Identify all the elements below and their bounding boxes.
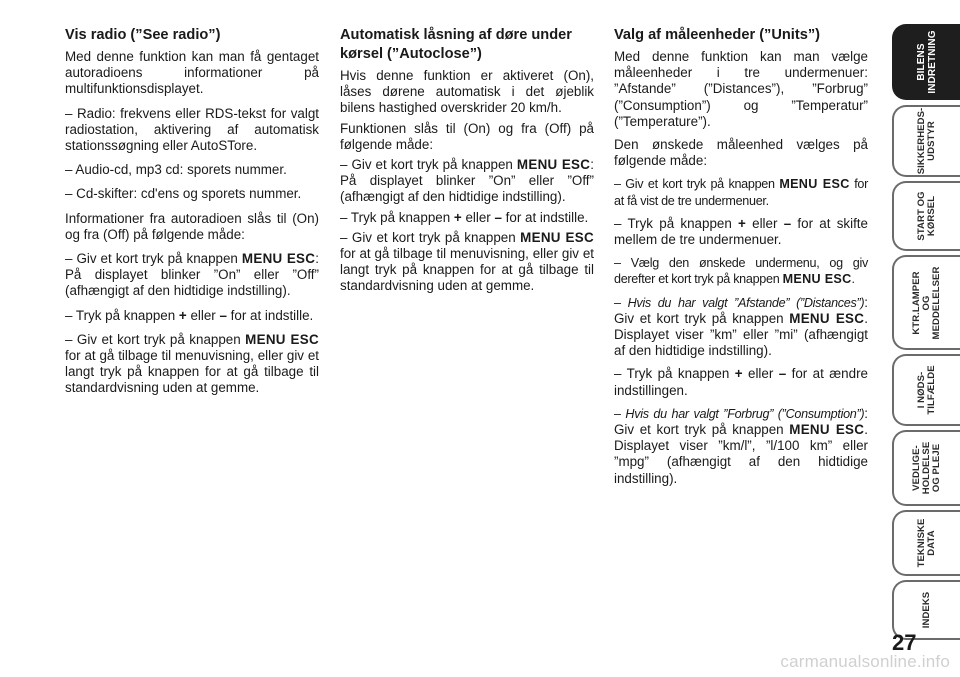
- column-autoclose: [340, 26, 594, 299]
- text: : På displayet blinker ”On” eller ”Off” (afhængigt af den hidtidige indstilling).: [65, 251, 319, 299]
- tab-vedligeholdelse[interactable]: [892, 430, 960, 506]
- text: for at indstille.: [226, 307, 314, 323]
- text: . Displayet viser ”km” eller ”mi” (afhængigt af den hidtidige indstilling).: [614, 310, 868, 359]
- paragraph: [340, 210, 594, 226]
- minus-keyword: –: [219, 307, 227, 323]
- tab-label: VEDLIGE- HOLDELSE OG PLEJE: [911, 441, 942, 495]
- text: – Tryk på knappen: [614, 215, 739, 231]
- plus-keyword: +: [453, 209, 462, 225]
- text: for at få vist de tre undermenuer.: [614, 177, 868, 208]
- text: for at gå tilbage til menuvisning, eller giv et langt tryk på knappen for at gå tilbage til standardvisning uden at gemme.: [340, 246, 594, 294]
- menu-esc-keyword: MENU ESC: [516, 157, 591, 173]
- text: Giv et kort tryk på knappen: [614, 310, 790, 326]
- text: – Vælg den ønskede undermenu, og giv derefter et kort tryk på knappen: [614, 256, 868, 287]
- paragraph: [340, 157, 594, 206]
- minus-keyword: –: [783, 215, 792, 231]
- paragraph: [614, 366, 868, 398]
- paragraph: – Audio-cd, mp3 cd: sporets nummer.: [65, 162, 287, 178]
- text: – Tryk på knappen: [65, 307, 179, 323]
- paragraph: [614, 406, 868, 487]
- text: :: [864, 294, 868, 310]
- paragraph: Informationer fra autoradioen slås til (On) og fra (Off) på følgende måde:: [65, 210, 319, 242]
- text: .: [851, 272, 855, 287]
- column-radio: [65, 26, 319, 405]
- tab-label: START OG KØRSEL: [916, 191, 937, 241]
- tab-label: SIKKERHEDS- UDSTYR: [916, 107, 937, 175]
- heading-see-radio: Vis radio (”See radio”): [65, 27, 221, 43]
- tab-start-og-korsel[interactable]: [892, 181, 960, 251]
- watermark: carmanualsonline.info: [780, 652, 950, 671]
- text: : På displayet blinker ”On” eller ”Off” (afhængigt af den hidtidige indstilling).: [340, 157, 594, 205]
- tab-i-nodstilfaelde[interactable]: [892, 354, 960, 426]
- menu-esc-keyword: MENU ESC: [241, 251, 316, 267]
- text: – Giv et kort tryk på knappen: [340, 229, 521, 245]
- paragraph: Den ønskede måleenhed vælges på følgende måde:: [614, 137, 868, 169]
- text: – Tryk på knappen: [614, 366, 735, 382]
- paragraph: [614, 176, 868, 208]
- paragraph: [614, 295, 868, 360]
- text: eller: [186, 307, 220, 323]
- text: for at ændre indstillingen.: [614, 366, 868, 398]
- text: – Giv et kort tryk på knappen: [65, 331, 246, 347]
- paragraph: [340, 230, 594, 295]
- subheading-distances: – Hvis du har valgt ”Afstande” (”Distances”): [614, 295, 865, 310]
- text: for at indstille.: [501, 209, 589, 225]
- minus-keyword: –: [778, 366, 787, 382]
- paragraph: – Radio: frekvens eller RDS-tekst for valgt radiostation, aktivering af automatisk stationssøgning eller AutoSTore.: [65, 105, 319, 154]
- text: eller: [461, 209, 495, 225]
- paragraph: [614, 255, 868, 287]
- tab-bilens-indretning[interactable]: [892, 24, 960, 100]
- text: – Tryk på knappen: [340, 209, 454, 225]
- text: :: [864, 405, 868, 421]
- tab-label: I NØDS- TILFÆLDE: [916, 365, 937, 415]
- text: for at gå tilbage til menuvisning, eller giv et langt tryk på knappen for at gå tilbage til standardvisning uden at gemme.: [65, 348, 319, 396]
- text: eller: [745, 215, 784, 231]
- paragraph: Med denne funktion kan man vælge måleenheder i tre undermenuer: ”Afstande” (”Distances”), ”Forbrug” (”Consumption”) og ”Temperatur” (”Temperature”).: [614, 49, 868, 129]
- menu-esc-keyword: MENU ESC: [520, 229, 594, 245]
- menu-esc-keyword: MENU ESC: [779, 177, 850, 192]
- text: eller: [742, 366, 779, 382]
- menu-esc-keyword: MENU ESC: [789, 422, 865, 438]
- minus-keyword: –: [494, 209, 502, 225]
- heading-autoclose: Automatisk låsning af døre under kørsel (”Autoclose”): [340, 27, 572, 62]
- tab-ktr-lamper[interactable]: [892, 255, 960, 350]
- paragraph: – Cd-skifter: cd'ens og sporets nummer.: [65, 186, 302, 202]
- paragraph: [65, 308, 319, 324]
- plus-keyword: +: [738, 215, 746, 231]
- subheading-consumption: – Hvis du har valgt ”Forbrug” (”Consumption”): [614, 406, 865, 421]
- column-units: [614, 26, 868, 494]
- tab-label: BILENS INDRETNING: [916, 30, 938, 94]
- heading-units: Valg af måleenheder (”Units”): [614, 27, 820, 43]
- menu-esc-keyword: MENU ESC: [789, 310, 865, 326]
- plus-keyword: +: [734, 366, 743, 382]
- tab-sikkerhedsudstyr[interactable]: [892, 105, 960, 177]
- tab-label: KTR.LAMPER OG MEDDELELSER: [911, 266, 942, 339]
- text: Giv et kort tryk på knappen: [614, 422, 790, 438]
- plus-keyword: +: [178, 307, 187, 323]
- paragraph: Med denne funktion kan man få gentaget autoradioens informationer på multifunktionsdisplayet.: [65, 49, 319, 97]
- text: – Giv et kort tryk på knappen: [614, 177, 780, 192]
- text: – Giv et kort tryk på knappen: [340, 157, 517, 173]
- menu-esc-keyword: MENU ESC: [245, 331, 319, 347]
- page-number: 27: [892, 630, 917, 655]
- paragraph: Funktionen slås til (On) og fra (Off) på følgende måde:: [340, 120, 594, 152]
- paragraph: [614, 216, 868, 248]
- tab-label: INDEKS: [921, 591, 932, 629]
- menu-esc-keyword: MENU ESC: [782, 272, 852, 287]
- section-tabs: [892, 24, 960, 629]
- paragraph: [65, 332, 319, 397]
- text: . Displayet viser ”km/l”, ”l/100 km” eller ”mpg” (afhængigt af den hidtidige indstilling).: [614, 422, 868, 486]
- tab-label: TEKNISKE DATA: [916, 518, 937, 568]
- tab-tekniske-data[interactable]: [892, 510, 960, 576]
- text: for at skifte mellem de tre undermenuer.: [614, 215, 868, 248]
- paragraph: Hvis denne funktion er aktiveret (On), låses dørene automatisk i det øjeblik bilens hastighed overskrider 20 km/h.: [340, 68, 594, 116]
- text: – Giv et kort tryk på knappen: [65, 251, 242, 267]
- paragraph: [65, 251, 319, 300]
